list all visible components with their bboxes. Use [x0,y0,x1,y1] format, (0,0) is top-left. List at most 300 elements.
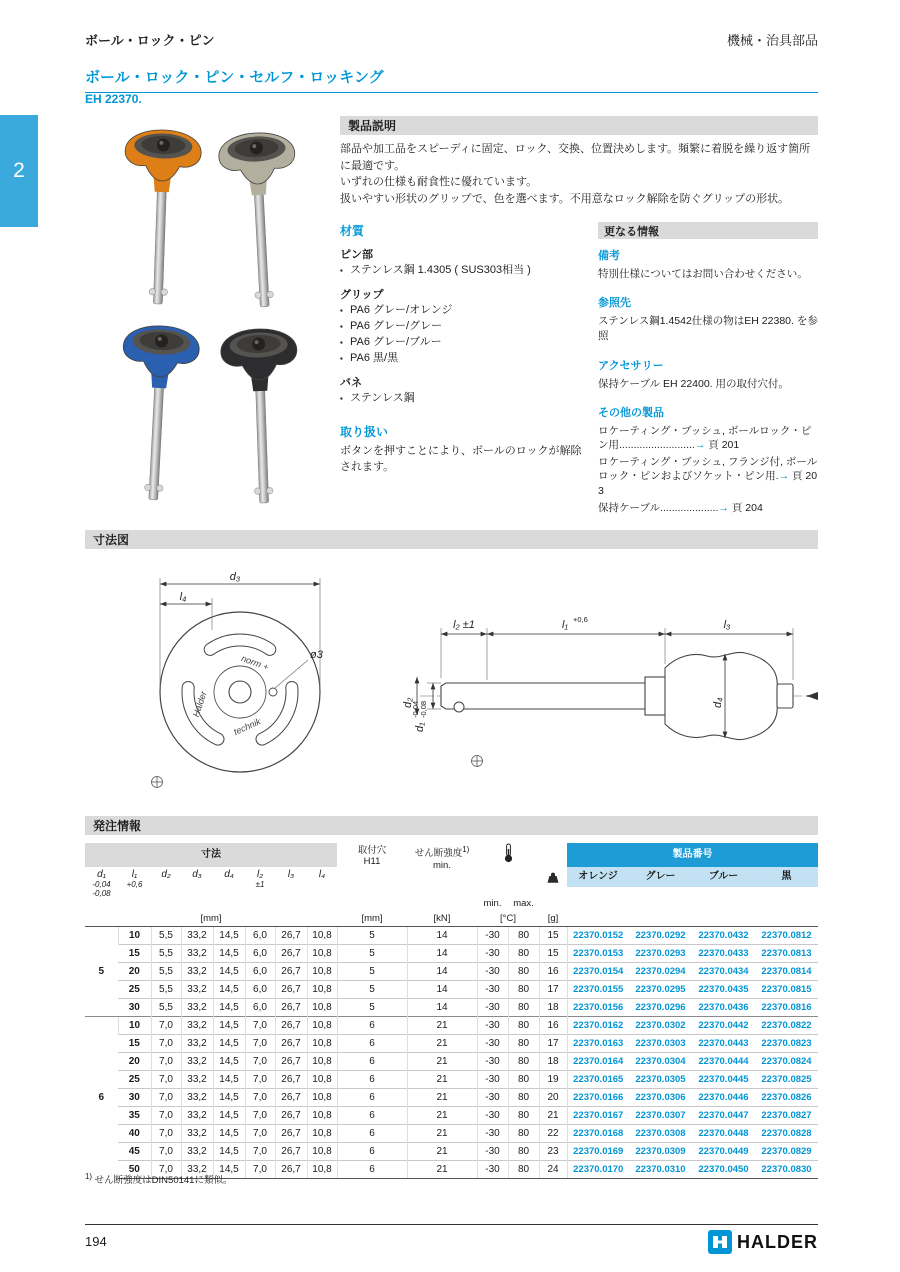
cell-d3: 33,2 [181,1143,213,1161]
description-paragraph: 扱いやすい形状のグリップで、色を選べます。不用意なロック解除を防ぐグリップの形状。 [340,192,790,205]
cell-d3: 33,2 [181,945,213,963]
cell-mounting-hole: 6 [337,1125,407,1143]
cell-part-number-gray: 22370.0305 [629,1071,692,1089]
cell-l3: 26,7 [275,1161,307,1179]
cell-part-number-orange: 22370.0152 [567,927,629,945]
cell-part-number-orange: 22370.0154 [567,963,629,981]
running-head-left: ボール・ロック・ピン [85,33,215,48]
cell-weight: 24 [539,1161,567,1179]
cell-l2: 7,0 [245,1035,275,1053]
cell-weight: 16 [539,1017,567,1035]
cell-weight: 20 [539,1089,567,1107]
product-photos [85,112,335,512]
link-text: 保持ケーブル [598,501,661,514]
cell-l2: 6,0 [245,999,275,1017]
related-link [598,501,818,515]
cell-shear: 21 [407,1161,477,1179]
section-bar-ordering [85,816,818,835]
col-color-gray: グレー [629,867,692,911]
cell-l1: 10 [118,1017,151,1035]
cell-d3: 33,2 [181,963,213,981]
cell-part-number-blue: 22370.0434 [692,963,755,981]
table-row [85,1143,818,1161]
cell-l1: 15 [118,1035,151,1053]
units-g: [g] [547,912,559,924]
description-text [340,141,818,207]
halder-logo-icon [708,1230,732,1254]
cell-d3: 33,2 [181,981,213,999]
cell-temp-max: 80 [508,927,539,945]
cell-d3: 33,2 [181,1071,213,1089]
cell-temp-max: 80 [508,963,539,981]
cell-shear: 14 [407,999,477,1017]
table-row [85,927,818,945]
cell-mounting-hole: 6 [337,1161,407,1179]
description-paragraph: 部品や加工品をスピーディに固定、ロック、交換、位置決めします。頻繁に着脱を繰り返す箇所に最適です。 [340,143,811,172]
brand-wordmark: HALDER [737,1231,818,1252]
cell-mounting-hole: 6 [337,1143,407,1161]
table-row [85,1071,818,1089]
cell-temp-max: 80 [508,945,539,963]
cell-temp-min: -30 [477,927,508,945]
cell-part-number-gray: 22370.0294 [629,963,692,981]
cell-d4: 14,5 [213,1089,245,1107]
cell-l3: 26,7 [275,1107,307,1125]
cell-d3: 33,2 [181,1017,213,1035]
cell-l2: 6,0 [245,945,275,963]
cell-part-number-black: 22370.0826 [755,1089,818,1107]
info-column [598,222,818,515]
cell-l4: 10,8 [307,1125,337,1143]
cell-part-number-black: 22370.0828 [755,1125,818,1143]
model-number: EH 22370. [85,92,142,106]
cell-temp-max: 80 [508,1089,539,1107]
link-leader: . [775,470,779,483]
cell-shear: 21 [407,1035,477,1053]
cell-weight: 15 [539,927,567,945]
cell-d3: 33,2 [181,999,213,1017]
handling-heading: 取り扱い [340,424,389,439]
cell-l3: 26,7 [275,1125,307,1143]
cell-part-number-blue: 22370.0444 [692,1053,755,1071]
col-temp-max: max. [513,897,534,909]
units-kn: [kN] [433,912,451,924]
arrow-icon: → [694,439,706,452]
cell-mounting-hole: 6 [337,1107,407,1125]
col-header-temperature [477,843,539,867]
col-header-shear-strength: せん断強度$^{1)}$ min. [414,845,470,871]
col-color-orange: オレンジ [567,867,629,911]
table-row [85,1053,818,1071]
col-temp-min: min. [483,897,502,909]
cell-d1-group: 6 [85,1017,118,1179]
table-row [85,981,818,999]
link-page-ref: 頁 204 [731,501,763,514]
reference-text: ステンレス鋼1.4542仕様の物はEH 22380. を参照 [598,315,818,343]
pin-beige [218,131,303,309]
dimension-drawing [85,556,818,808]
cell-l3: 26,7 [275,981,307,999]
page-title: ボール・ロック・ピン・セルフ・ロッキング [85,66,818,93]
cell-l2: 7,0 [245,1071,275,1089]
related-link [598,424,818,452]
col-l2: l₂ ±1 [255,869,265,889]
cell-l3: 26,7 [275,1071,307,1089]
running-head-right: 機械・治具部品 [726,33,818,48]
cell-l2: 7,0 [245,1161,275,1179]
cell-l4: 10,8 [307,999,337,1017]
cell-part-number-blue: 22370.0432 [692,927,755,945]
dim-label-d1: d₁ [414,722,426,732]
cell-d2: 5,5 [151,963,181,981]
cell-part-number-black: 22370.0827 [755,1107,818,1125]
chapter-tab: 2 [0,115,38,227]
cell-l2: 7,0 [245,1125,275,1143]
cell-l4: 10,8 [307,927,337,945]
material-item: ▪ PA6 黒/黒 [340,351,590,367]
cell-d3: 33,2 [181,1107,213,1125]
related-link [598,455,818,498]
pin-blue [115,324,200,502]
cell-d2: 7,0 [151,1161,181,1179]
cell-d2: 7,0 [151,1089,181,1107]
cell-d2: 5,5 [151,999,181,1017]
cell-temp-min: -30 [477,1107,508,1125]
cell-weight: 23 [539,1143,567,1161]
col-l4: l₄ [318,869,326,880]
cell-part-number-orange: 22370.0155 [567,981,629,999]
footer-rule [85,1224,818,1225]
cell-temp-max: 80 [508,1035,539,1053]
cell-shear: 14 [407,963,477,981]
cell-weight: 16 [539,963,567,981]
col-header-dimensions: 寸法 [85,843,337,867]
cell-d4: 14,5 [213,1143,245,1161]
material-item: ▪ PA6 グレー/グレー [340,319,590,335]
weight-icon [546,870,560,884]
cell-temp-min: -30 [477,1053,508,1071]
cell-mounting-hole: 5 [337,927,407,945]
remarks-text: 特別仕様についてはお問い合わせください。 [598,268,808,280]
cell-d3: 33,2 [181,927,213,945]
cell-l4: 10,8 [307,1143,337,1161]
cell-temp-max: 80 [508,1161,539,1179]
order-table-body [85,927,818,1179]
cell-l4: 10,8 [307,1035,337,1053]
material-heading: 材質 [340,224,365,238]
cell-d4: 14,5 [213,1017,245,1035]
cell-temp-max: 80 [508,1071,539,1089]
brand-logo [708,1230,818,1254]
col-header-part-number: 製品番号 [567,843,818,867]
cell-part-number-gray: 22370.0292 [629,927,692,945]
description-paragraph: いずれの仕様も耐食性に優れています。 [340,176,538,188]
material-column [340,222,590,476]
col-l1: l₁ +0,6 [126,869,143,889]
cell-d2: 7,0 [151,1053,181,1071]
grip-brand-text: Halder [190,689,209,719]
cell-l1: 25 [118,1071,151,1089]
cell-d4: 14,5 [213,1053,245,1071]
cell-part-number-blue: 22370.0443 [692,1035,755,1053]
cell-part-number-blue: 22370.0450 [692,1161,755,1179]
material-item: ▪ PA6 グレー/ブルー [340,335,590,351]
table-row [85,1035,818,1053]
arrow-icon: → [718,501,729,514]
cell-d3: 33,2 [181,1125,213,1143]
section-bar-more-info [598,222,818,239]
cell-l3: 26,7 [275,1089,307,1107]
cell-l3: 26,7 [275,963,307,981]
link-text: ロケーティング・ブッシュ, フランジ付, ボールロック・ピンおよびソケット・ピン用 [598,456,818,483]
cell-l2: 6,0 [245,963,275,981]
link-text: ロケーティング・ブッシュ, ボールロック・ピン用 [598,424,812,452]
cell-part-number-black: 22370.0816 [755,999,818,1017]
col-color-black: 黒 [755,867,818,911]
cell-part-number-gray: 22370.0303 [629,1035,692,1053]
cell-part-number-blue: 22370.0448 [692,1125,755,1143]
cell-l2: 7,0 [245,1053,275,1071]
cell-l3: 26,7 [275,1143,307,1161]
material-group-label: バネ [340,376,362,389]
cell-l4: 10,8 [307,945,337,963]
dim-label-phi3: ø3 [310,649,323,661]
cell-weight: 17 [539,1035,567,1053]
cell-l3: 26,7 [275,945,307,963]
cell-mounting-hole: 6 [337,1071,407,1089]
cell-part-number-gray: 22370.0296 [629,999,692,1017]
col-d4: d₄ [224,869,234,880]
cell-temp-max: 80 [508,981,539,999]
cell-d2: 5,5 [151,945,181,963]
cell-temp-min: -30 [477,981,508,999]
material-item: ▪ PA6 グレー/オレンジ [340,303,590,319]
cell-part-number-black: 22370.0829 [755,1143,818,1161]
arrow-icon: → [778,470,790,483]
dim-label-l3: l₃ [723,619,731,631]
cell-part-number-blue: 22370.0449 [692,1143,755,1161]
cell-temp-max: 80 [508,1053,539,1071]
cell-part-number-orange: 22370.0168 [567,1125,629,1143]
cell-part-number-black: 22370.0815 [755,981,818,999]
cell-mounting-hole: 5 [337,999,407,1017]
cell-temp-max: 80 [508,999,539,1017]
cell-d4: 14,5 [213,1035,245,1053]
cell-shear: 21 [407,1017,477,1035]
dim-tol-d1: -0,04 [411,700,420,718]
cell-l1: 25 [118,981,151,999]
cell-temp-min: -30 [477,963,508,981]
cell-l4: 10,8 [307,1071,337,1089]
cell-l4: 10,8 [307,1107,337,1125]
accessories-heading: アクセサリー [598,359,664,372]
link-leader: .......................... [619,439,695,452]
dim-label-l1: l₁ [562,619,568,631]
cell-part-number-orange: 22370.0167 [567,1107,629,1125]
cell-part-number-gray: 22370.0307 [629,1107,692,1125]
cell-part-number-orange: 22370.0169 [567,1143,629,1161]
cell-part-number-black: 22370.0824 [755,1053,818,1071]
cell-l2: 7,0 [245,1089,275,1107]
cell-mounting-hole: 5 [337,945,407,963]
cell-temp-min: -30 [477,945,508,963]
cell-d4: 14,5 [213,1125,245,1143]
cell-d3: 33,2 [181,1161,213,1179]
cell-l4: 10,8 [307,1089,337,1107]
cell-d2: 5,5 [151,981,181,999]
cell-d2: 7,0 [151,1017,181,1035]
cell-l1: 50 [118,1161,151,1179]
cell-d4: 14,5 [213,1071,245,1089]
more-info-heading: 更なる情報 [604,225,659,238]
cell-temp-min: -30 [477,1089,508,1107]
cell-temp-min: -30 [477,1125,508,1143]
col-header-weight [539,843,567,911]
cell-l2: 7,0 [245,1017,275,1035]
cell-part-number-black: 22370.0830 [755,1161,818,1179]
cell-l1: 20 [118,1053,151,1071]
cell-d2: 7,0 [151,1107,181,1125]
cell-d4: 14,5 [213,1161,245,1179]
cell-part-number-orange: 22370.0165 [567,1071,629,1089]
table-row [85,1107,818,1125]
cell-part-number-gray: 22370.0310 [629,1161,692,1179]
section-bar-dimensions [85,530,818,549]
cell-l2: 7,0 [245,1143,275,1161]
cell-d2: 5,5 [151,927,181,945]
cell-mounting-hole: 5 [337,981,407,999]
cell-mounting-hole: 6 [337,1017,407,1035]
table-row [85,945,818,963]
cell-mounting-hole: 5 [337,963,407,981]
cell-d4: 14,5 [213,927,245,945]
cell-l2: 6,0 [245,927,275,945]
dim-tol-l1: +0,6 [573,615,588,624]
cell-weight: 18 [539,1053,567,1071]
cell-part-number-black: 22370.0825 [755,1071,818,1089]
material-item: ▪ ステンレス鋼 [340,391,590,407]
cell-l4: 10,8 [307,1017,337,1035]
pin-orange [120,129,202,306]
section-bar-description [340,116,818,135]
cell-l2: 7,0 [245,1107,275,1125]
col-d3: d₃ [192,869,202,880]
cell-part-number-blue: 22370.0447 [692,1107,755,1125]
page-number: 194 [85,1234,107,1249]
cell-d2: 7,0 [151,1125,181,1143]
other-products-heading: その他の製品 [598,406,664,419]
cell-temp-min: -30 [477,1035,508,1053]
cell-mounting-hole: 6 [337,1053,407,1071]
link-page-ref: 頁 203 [598,470,818,497]
cell-shear: 21 [407,1071,477,1089]
cell-weight: 21 [539,1107,567,1125]
cell-part-number-orange: 22370.0164 [567,1053,629,1071]
cell-d4: 14,5 [213,963,245,981]
dim-label-l2: l₂ ±1 [453,619,475,631]
cell-l4: 10,8 [307,981,337,999]
table-row [85,1089,818,1107]
cell-part-number-black: 22370.0822 [755,1017,818,1035]
dim-tol-d1: -0,08 [419,700,428,718]
cell-l3: 26,7 [275,927,307,945]
cell-part-number-orange: 22370.0166 [567,1089,629,1107]
cell-l1: 30 [118,999,151,1017]
cell-part-number-blue: 22370.0433 [692,945,755,963]
cell-weight: 18 [539,999,567,1017]
cell-l1: 35 [118,1107,151,1125]
cell-part-number-gray: 22370.0308 [629,1125,692,1143]
cell-l1: 15 [118,945,151,963]
cell-l3: 26,7 [275,1053,307,1071]
cell-l3: 26,7 [275,999,307,1017]
table-row [85,963,818,981]
table-row [85,999,818,1017]
cell-d4: 14,5 [213,945,245,963]
cell-part-number-gray: 22370.0302 [629,1017,692,1035]
cell-l4: 10,8 [307,1053,337,1071]
remarks-heading: 備考 [598,250,620,262]
cell-temp-min: -30 [477,1161,508,1179]
units-c: [°C] [500,912,516,924]
cell-part-number-orange: 22370.0163 [567,1035,629,1053]
cell-l1: 30 [118,1089,151,1107]
cell-l1: 20 [118,963,151,981]
cell-l1: 10 [118,927,151,945]
cell-part-number-black: 22370.0813 [755,945,818,963]
ordering-table [85,843,818,1179]
cell-temp-min: -30 [477,1071,508,1089]
col-d1: d₁ -0,04 -0,08 [92,869,111,898]
col-l3: l₃ [287,869,295,880]
cell-part-number-black: 22370.0812 [755,927,818,945]
material-group-label: グリップ [340,288,384,301]
cell-mounting-hole: 6 [337,1035,407,1053]
cell-part-number-gray: 22370.0293 [629,945,692,963]
cell-d3: 33,2 [181,1089,213,1107]
cell-l4: 10,8 [307,1161,337,1179]
cell-part-number-gray: 22370.0304 [629,1053,692,1071]
cell-part-number-gray: 22370.0309 [629,1143,692,1161]
dim-label-l4: l₄ [179,591,187,603]
cell-part-number-blue: 22370.0442 [692,1017,755,1035]
cell-l4: 10,8 [307,963,337,981]
cell-part-number-blue: 22370.0446 [692,1089,755,1107]
units-mm: [mm] [200,912,222,924]
units-mm: [mm] [361,912,383,924]
cell-temp-max: 80 [508,1107,539,1125]
description-heading: 製品説明 [348,119,397,133]
cell-shear: 14 [407,927,477,945]
cell-d4: 14,5 [213,999,245,1017]
cell-temp-max: 80 [508,1125,539,1143]
cell-l3: 26,7 [275,1017,307,1035]
col-d2: d₂ [161,869,171,880]
cell-mounting-hole: 6 [337,1089,407,1107]
cell-l3: 26,7 [275,1035,307,1053]
cell-shear: 21 [407,1143,477,1161]
cell-shear: 21 [407,1053,477,1071]
cell-d4: 14,5 [213,1107,245,1125]
material-item: ▪ ステンレス鋼 1.4305 ( SUS303相当 ) [340,263,590,279]
cell-d2: 7,0 [151,1143,181,1161]
cell-part-number-black: 22370.0814 [755,963,818,981]
cell-shear: 14 [407,945,477,963]
ordering-heading: 発注情報 [93,819,142,833]
table-row [85,1125,818,1143]
cell-part-number-gray: 22370.0295 [629,981,692,999]
link-leader: .................... [660,501,719,514]
